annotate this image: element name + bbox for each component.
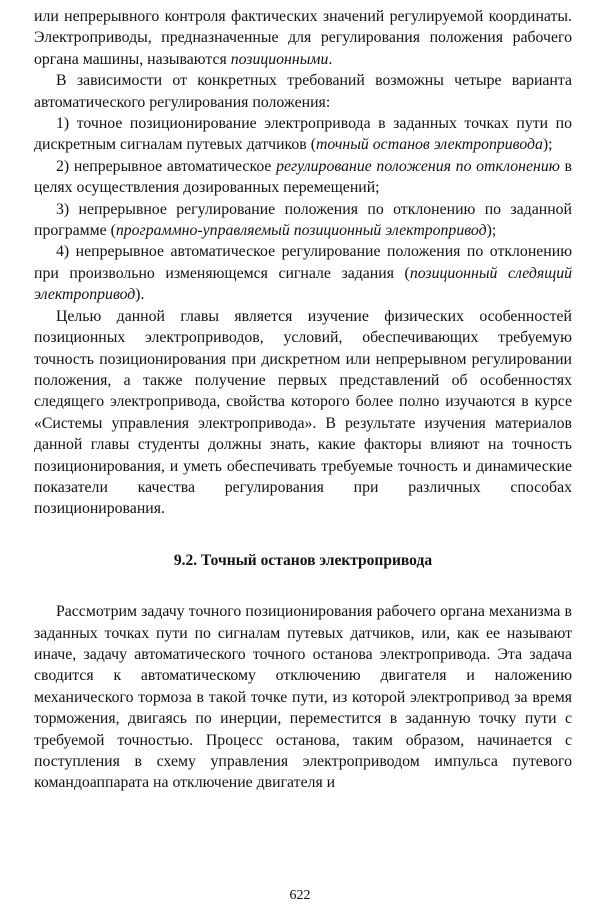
italic-term: позиционный следящий электропривод <box>34 264 572 304</box>
text-run: 4) непрерывное автоматическое регулирование положения по отклонению при произвольно изменяющемся сигнале задания ( <box>34 243 572 282</box>
list-item-2 <box>34 156 572 199</box>
page-body <box>34 6 572 794</box>
section-heading: 9.2. Точный останов электропривода <box>173 551 433 569</box>
paragraph-variants: В зависимости от конкретных требований возможны четыре варианта автоматического регулирования положения: <box>34 72 572 111</box>
list-item-4 <box>34 241 572 305</box>
text-run: ). <box>135 286 145 304</box>
text-run: 3) непрерывное регулирование положения по отклонению по заданной программе ( <box>34 200 572 240</box>
italic-term: точный останов электропривода <box>315 136 543 154</box>
text-run: 1) точное позиционирование электропривода в заданных точках пути по дискретным сигналам путевых датчиков ( <box>34 115 572 154</box>
italic-term: позиционными <box>230 50 329 68</box>
list-item-1 <box>34 113 572 156</box>
text-run: ); <box>486 222 497 240</box>
text-run: ); <box>542 136 553 154</box>
text-run: 2) непрерывное автоматическое <box>56 157 277 175</box>
list-item-3 <box>34 199 572 242</box>
paragraph-goal: Целью данной главы является изучение физических особенностей позиционных электроприводов, условий, обеспечивающих требуемую точность позиционирования при дискретном или непрерывном регулировании положения, а также получение первых представлений об особенностях следящего электропривода, свойства которого более полно изучаются в курсе «Системы управления электропривода». В результате изучения материалов данной главы студенты должны знать, какие факторы влияют на точность позиционирования, и уметь обеспечивать требуемые точность и динамические показатели качества регулирования при различных способах позиционирования. <box>34 307 572 518</box>
text-run: или непрерывного контроля фактических значений регулируемой координаты. Электроприводы, предназначенные для регулирования положения рабочего органа машины, называются <box>34 8 572 68</box>
italic-term: регулирование положения по отклонению <box>276 157 560 175</box>
paragraph-intro <box>34 6 572 70</box>
paragraph-section: Рассмотрим задачу точного позиционирования рабочего органа механизма в заданных точках пути по сигналам путевых датчиков, или, как ее называют иначе, задачу автоматического точного останова электропривода. Эта задача сводится к автоматическому отключению двигателя и наложению механического тормоза в такой точке пути, из которой электропривод за время торможения, двигаясь по инерции, переместится в заданную точку пути с требуемой точностью. Процесс останова, таким образом, начинается с поступления в схему управления электроприводом импульса путевого командоаппарата на отключение двигателя и <box>34 603 572 792</box>
page-number: 622 <box>289 888 311 903</box>
italic-term: программно-управляемый позиционный электропривод <box>115 222 487 240</box>
text-run: . <box>328 50 333 68</box>
text-run: в целях осуществления дозированных перемещений; <box>34 157 572 197</box>
